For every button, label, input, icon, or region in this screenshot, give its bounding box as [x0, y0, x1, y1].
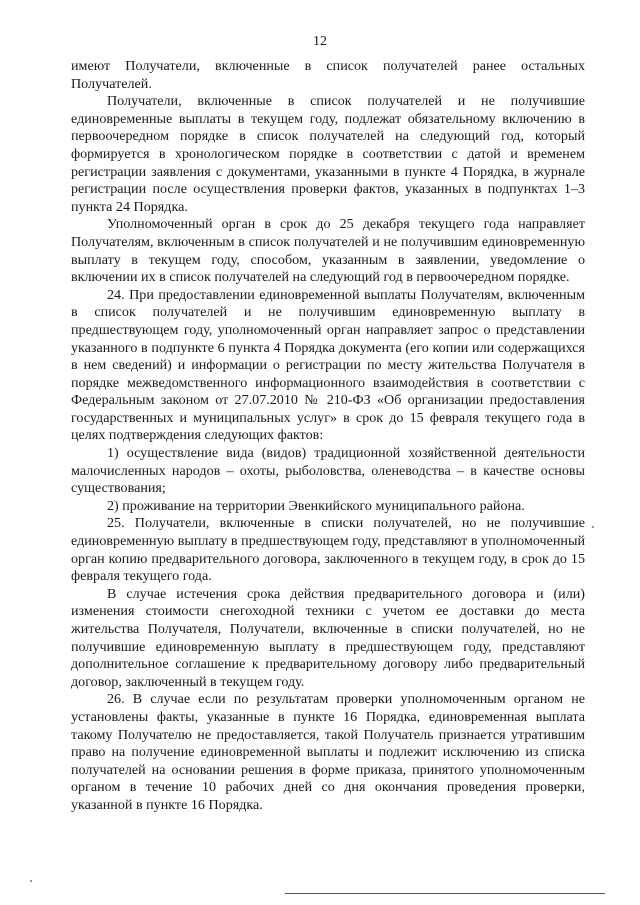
footer-rule — [285, 893, 605, 894]
document-body — [71, 58, 585, 815]
paragraph-clause-26: 26. В случае если по результатам проверки уполномоченным органом не установлены факты, указанные в пункте 16 Порядка, единовременная выплата такому Получателю не предоставляется, такой Получатель признается утратившим право на получение единовременной выплаты и подлежит исключению из списка получателей на основании решения в форме приказа, принятого уполномоченным органом в течение 10 рабочих дней со дня окончания проведения проверки, указанной в пункте 16 Порядка. — [71, 691, 585, 813]
paragraph: Уполномоченный орган в срок до 25 декабря текущего года направляет Получателям, включенным в список получателей и не получившим единовременную выплату в текущем году, способом, указанным в заявлении, уведомление о включении их в список получателей на следующий год в первоочередном порядке. — [71, 216, 585, 286]
scan-speck — [592, 526, 594, 528]
scan-speck — [30, 880, 32, 882]
paragraph: В случае истечения срока действия предварительного договора и (или) изменения стоимости снегоходной техники с учетом ее доставки до места жительства Получателя, Получатели, включенные в списки получателей, но не получившие единовременную выплату в предшествующем году, представляют дополнительное соглашение к предварительному договору либо предварительный договор, заключенный в текущем году. — [71, 585, 585, 690]
page-number: 12 — [313, 34, 327, 49]
paragraph-clause-24: 24. При предоставлении единовременной выплаты Получателям, включенным в список получателей и не получившим единовременную выплату в предшествующем году, уполномоченный орган направляет запрос о представлении указанного в подпункте 6 пункта 4 Порядка документа (его копии или содержащихся в нем сведений) и информации о регистрации по месту жительства Получателя в порядке межведомственного информационного взаимодействия в соответствии с Федеральным законом от 27.07.2010 № 210-ФЗ «Об организации предоставления государственных и муниципальных услуг» в срок до 15 февраля текущего года в целях подтверждения следующих фактов: — [71, 286, 585, 444]
list-item: 1) осуществление вида (видов) традиционной хозяйственной деятельности малочисленных народов – охоты, рыболовства, оленеводства – в качестве основы существования; — [71, 445, 585, 497]
paragraph-continuation: имеют Получатели, включенные в список получателей ранее остальных Получателей. — [71, 58, 585, 92]
paragraph: Получатели, включенные в список получателей и не получившие единовременные выплаты в текущем году, подлежат обязательному включению в первоочередном порядке в список получателей на следующий год, который формируется в хронологическом порядке в соответствии с датой и временем регистрации заявления с документами, указанными в пункте 4 Порядка, в журнале регистрации после осуществления проверки фактов, указанных в подпунктах 1–3 пункта 24 Порядка. — [71, 93, 585, 215]
list-item: 2) проживание на территории Эвенкийского муниципального района. — [107, 497, 525, 514]
paragraph-clause-25: 25. Получатели, включенные в списки получателей, но не получившие единовременную выплату в предшествующем году, представляют в уполномоченный орган копию предварительного договора, заключенного в текущем году, в срок до 15 февраля текущего года. — [71, 515, 585, 585]
